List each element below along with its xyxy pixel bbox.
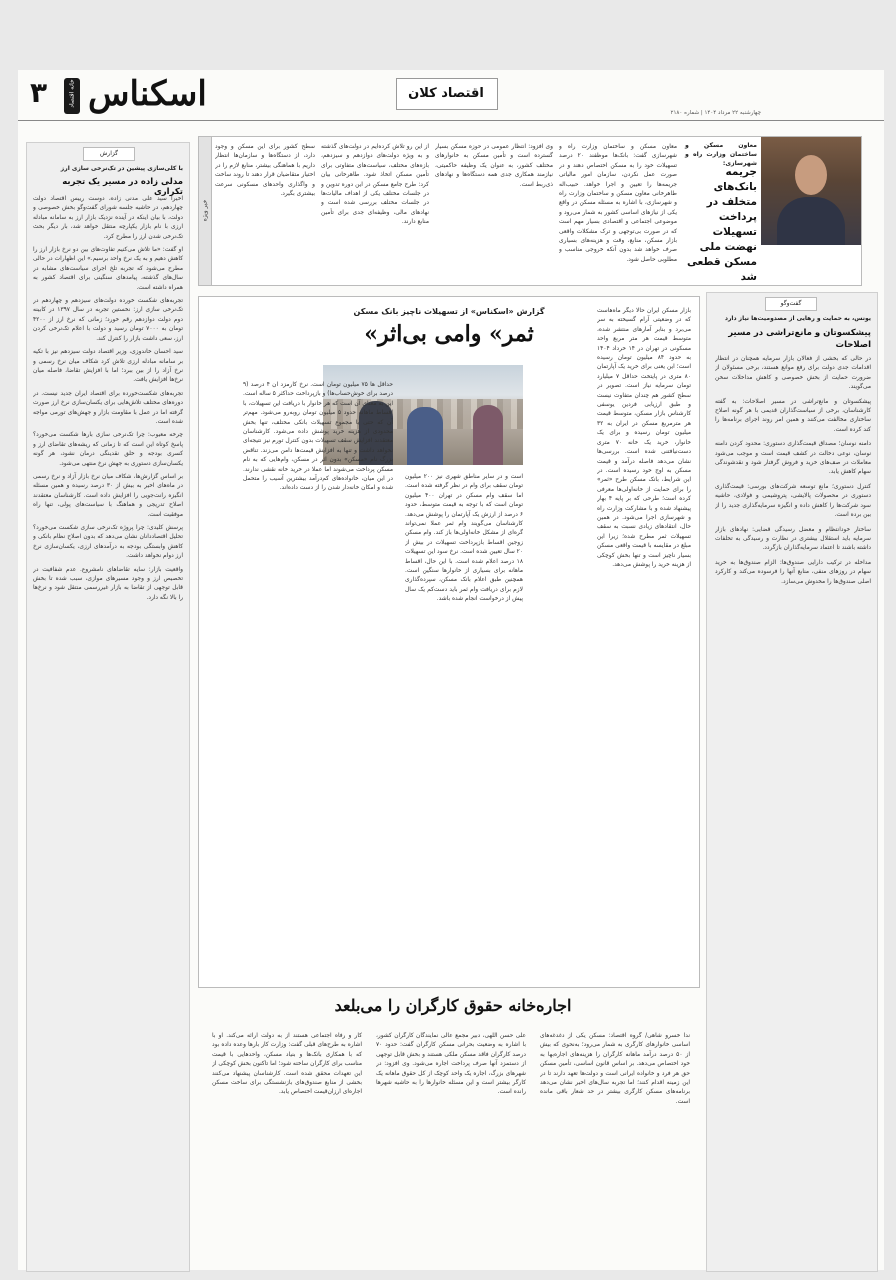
right-paragraph: مداخله در ترکیب دارایی صندوق‌ها: الزام صندوق‌ها به خرید سهام در روزهای منفی، منابع آنها را فرسوده می‌کند و کارکرد اصلی صندوق‌ها را مخدوش می‌سازد. [715,559,871,585]
right-paragraph: در حالی که بخشی از فعالان بازار سرمایه همچنان در انتظار اقدامات جدی دولت برای رفع موانع هستند، برخی مسئولان از ضرورت حمایت از بخش خصوصی و کاهش مداخلات سخن می‌گویند. [715,356,871,391]
right-column-kicker: یونس، به حمایت و رهایی از مصدومیت‌ها نیاز دارد [724,315,871,322]
bottom-col-2: علی‌ حسن اللهی، دبیر مجمع عالی نمایندگان کارگران کشور، با اشاره به وضعیت بحرانی مسکن کارگران گفت: حدود ۷۰ درصد کارگران فاقد مسکن ملکی هستند و بخش قابل توجهی از دستمزد آنها صرف پرداخت اجاره می‌شود. وی افزود: در شهرهای بزرگ، اجاره یک واحد کوچک از کل حقوق ماهانه یک کارگر بیشتر است و این مسئله خانوارها را به حاشیه شهرها رانده است. [376,1033,526,1096]
page-number: ۳ [30,76,48,109]
left-paragraph: بر اساس گزارش‌ها، شکاف میان نرخ بازار آزاد و نرخ رسمی در ماه‌های اخیر به بیش از ۳۰ درصد رسیده و همین مسئله انگیزه رانت‌جویی را افزایش داده است. کارشناسان معتقدند اصلاح تدریجی و هماهنگ با سیاست‌های پولی، تنها راه موفقیت است. [33,473,183,518]
face-shape [795,155,827,195]
suit-shape [777,197,845,245]
left-column-label: گزارش [83,147,135,161]
left-column-body [33,195,183,1265]
left-paragraph: چرخه معیوب: چرا تک‌نرخی سازی بارها شکست می‌خورد؟ پاسخ کوتاه این است که تا زمانی که ریشه‌های تقاضای ارز و کسری بودجه و خلق نقدینگی درمان نشود، هر گونه یکسان‌سازی دستوری به جهش نرخ منتهی می‌شود. [33,432,183,467]
section-title: اقتصاد کلان [408,86,484,101]
right-paragraph: ساختار خودانتظام و معضل رسیدگی قضایی: نهادهای بازار سرمایه باید استقلال بیشتری در نظارت و رسیدگی به تخلفات داشته باشند تا اعتماد سرمایه‌گذاران بازگردد. [715,526,871,552]
logo: اسکناس [88,74,207,114]
left-column-panel [26,142,190,1272]
bottom-col-3: کار و رفاه اجتماعی هستند از به دولت ارائه می‌کند. او با اشاره به طرح‌های قبلی گفت: وزارت کار بارها وعده داده بود که با همکاری بانک‌ها و بنیاد مسکن، واحدهایی با قیمت مناسب برای کارگران ساخته شود؛ اما تاکنون بخش کوچکی از این تعهدات محقق شده است. کارشناسان پیشنهاد می‌کنند بخشی از منابع صندوق‌های بازنشستگی برای ساخت مسکن اجاره‌ای ارزان‌قیمت اختصاص یابد. [212,1033,362,1096]
right-column-headline: پیشکسوتان و مانع‌تراشی در مسیر اصلاحات [728,328,871,350]
top-story-body-1: معاون مسکن و ساختمان وزارت راه و شهرسازی گفت: بانک‌ها موظفند ۲۰ درصد تسهیلات خود را به مسکن اختصاص دهند و در صورت عمل نکردن، سازمان امور مالیاتی جریمه‌ها را تعیین و اجرا خواهد. حبیب‌اله طاهرخانی معاون مسکن و ساختمان وزارت راه و شهرسازی، با اشاره به مسئله مسکن در واقع یکی از نیازهای اساسی کشور به شمار می‌رود و موضوعی اجتماعی و اقتصادی بسیار مهم است که در صورت بی‌توجهی و ترک مشکلات واقعی بازار مسکن، منابع، وقت و هزینه‌های بسیاری صرف خواهد شد بدون آنکه خروجی مناسب و مطلوبی حاصل شود. [559,144,677,263]
left-paragraph: اخیرا سید علی مدنی زاده، دوست رییس اقتصاد دولت چهاردهم، در حاشیه جلسه شورای گفت‌وگو بخش خصوصی و دولت، با بیان اینکه در آینده نزدیک بازار ارز به سامانه مبادله ارزی با نام بازار یکپارچه منتقل خواهد شد، بار دیگر بحث تک‌نرخی شدن ارز را مطرح کرد. [33,196,183,240]
feature-col-1: بازار مسکن ایران حالا دیگر ماه‌هاست که در وضعیتی آرام گسیخته به سر می‌برد و بنابر آمارهای منتشر شده، متوسط قیمت هر متر مربع واحد مسکونی در تهران در ۱۴ خرداد ۱۴۰۴ به حدود ۸۴ میلیون تومان رسیده است؛ این یعنی برای خرید یک آپارتمان ۸۰ متری در پایتخت حداقل ۷ میلیارد تومان سرمایه نیاز است. تصویر در سطح کشور هم چندان متفاوت نیست و طبق ارزیابی فردین یوسفی کارشناس بازار مسکن، متوسط قیمت هر مترمربع مسکن در ایران به ۳۲ میلیون تومان رسیده و برای یک خانوار، خرید یک خانه ۷۰ متری دست‌نیافتنی شده است. بررسی‌ها نشان می‌دهد فاصله درآمد و قیمت مسکن به اوج خود رسیده است. در این شرایط، بانک مسکن طرح «ثمر» را برای حمایت از خانه‌اولی‌ها معرفی کرده است؛ طرحی که بر پایه ۴ بهار پیشنهاد شده و با مشارکت وزارت راه و شهرسازی اجرا می‌شود. در همین حال، انتقادهای زیادی نسبت به سقف تسهیلات ثمر مطرح شده؛ زیرا این مبلغ در مقایسه با قیمت واقعی مسکن بسیار ناچیز است و تنها بخش کوچکی از هزینه خرید را پوشش می‌دهد. [597,308,691,568]
bottom-headline: اجاره‌خانه حقوق کارگران را می‌بلعد [334,996,572,1015]
left-paragraph: پرسش کلیدی: چرا پروژه تک‌نرخی سازی شکست می‌خورد؟ تحلیل اقتصاددانان نشان می‌دهد که بدون اصلاح نظام بانکی و کاهش وابستگی بودجه به درآمدهای ارزی، یکسان‌سازی نرخ ارز دوام نخواهد داشت. [33,525,183,560]
right-paragraph: دامنه نوسان؛ مصداق قیمت‌گذاری دستوری: محدود کردن دامنه نوسان، نوعی دخالت در کشف قیمت است و موجب می‌شود معاملات در صف‌های خرید و فروش گرفتار شود و نقدشوندگی سهام کاهش یابد. [715,441,871,476]
top-story-body-3: از این رو تلاش کرده‌ایم در دولت‌های گذشته و به ویژه دولت‌های دوازدهم و سیزدهم، بازه‌های مختلف، سیاست‌های متفاوتی برای تأمین مسکن اتخاذ شود. طاهرخانی بیان کرد: طرح جامع مسکن در این دوره تدوین و در جلسات مختلف یکی از اهداف مالیات‌ها در جلسات مختلف بررسی شده است و نهادهای مالی، وظیفه‌ای جدی برای تأمین منابع دارند. [321,144,429,226]
left-paragraph: واقعیت بازار: سایه تقاضاهای نامشروع. عدم شفافیت در تخصیص ارز و وجود مسیرهای موازی، سبب شده تا بخش قابل توجهی از تقاضا به بازار غیررسمی منتقل شود و نرخ‌ها را بالا نگه دارد. [33,566,183,601]
left-paragraph: سید احسان خاندوزی، وزیر اقتصاد دولت سیزدهم نیز با تکیه بر سامانه مبادله ارزی تلاش کرد شکاف میان نرخ رسمی و نرخ آزاد را از بین ببرد؛ اما با افزایش تقاضا، فاصله میان نرخ‌ها افزایش یافت. [33,349,183,384]
left-paragraph: او گفت: «ما تلاش می‌کنیم تفاوت‌های بین دو نرخ بازار ارز را کاهش دهیم و به یک نرخ واحد برسیم.» این اظهارات در حالی مطرح می‌شود که تجربه تلخ اجرای سیاست‌های مشابه در سال‌های گذشته، پیامدهای سنگینی برای اقتصاد کشور به همراه داشته است. [33,247,183,291]
newspaper-page [18,70,884,1270]
side-label: خبر ویژه [201,199,209,222]
left-column-kicker: با کلی‌سازی پیشین در تک‌نرخی سازی ارز [60,165,183,172]
left-paragraph: تجربه‌های شکست خورده دولت‌های سیزدهم و چهاردهم در تک‌نرخی سازی ارز: نخستین تجربه در سال ۱۳۹۷ در کابینه دوم دولت دوازدهم رقم خورد؛ زمانی که نرخ ارز از ۴۲۰۰ تومان به ۷۰۰۰ تومان رسید و دولت با اعلام تک‌نرخی کردن ارز، سعی داشت بازار را کنترل کند. [33,298,183,342]
right-column-body [715,355,871,1265]
dateline: چهارشنبه ۲۲ مرداد ۱۴۰۴ | شماره ۲۱۸۰ [670,110,761,116]
bottom-col-1: ندا خسرو شاهی/ گروه اقتصاد: مسکن یکی از دغدغه‌های اساسی خانوارهای کارگری به شمار می‌رود؛ به‌نحوی که بیش از ۵۰ درصد درآمد ماهانه کارگران را هزینه‌های اجاره‌بها به خود اختصاص می‌دهد. بر اساس قانون اساسی، تأمین مسکن حق هر فرد و خانواده ایرانی است و دولت‌ها تعهد دارند تا در این زمینه اقدام کنند؛ اما تجربه سال‌های اخیر نشان می‌دهد برنامه‌های مسکن کارگری بیشتر در حد شعار باقی مانده است. [540,1033,690,1105]
top-story-body-2: وی افزود: انتظار عمومی در حوزه مسکن بسیار گسترده است و تأمین مسکن به خانوارهای مختلف کشور، به عنوان یک وظیفه حاکمیتی، نیازمند همکاری جدی همه دستگاه‌ها و نهادهای ذی‌ربط است. [435,144,553,188]
top-story-headline: جریمه بانک‌های متخلف در پرداخت تسهیلات نهضت ملی مسکن قطعی شد [686,166,757,283]
photo-person-center [407,407,443,465]
logo-subtitle: خانه اقتصاد [68,79,76,108]
feature-headline: «ثمر» وامی بی‌اثر [364,321,534,347]
left-column-headline: مدلی زاده در مسیر یک تجربه تکراری [62,177,183,197]
top-story [198,136,862,286]
right-column-panel [706,292,878,1272]
photo-person-right [473,405,503,465]
feature-kicker: گزارش «اسکناس» از تسهیلات ناچیز بانک مسکن [353,307,545,316]
feature-story [198,296,700,988]
top-story-body-4: سطح کشور برای این مسکن و وجود دارد، از دستگاه‌ها و سازمان‌ها انتظار داریم با هماهنگی بیشتر، منابع لازم را در اختیار متقاضیان قرار دهند تا روند ساخت و واگذاری واحدهای مسکونی سرعت بیشتری بگیرد. [215,144,315,198]
right-paragraph: کنترل دستوری؛ مانع توسعه شرکت‌های بورسی: قیمت‌گذاری دستوری در محصولات پالایشی، پتروشیمی و فولادی، حاشیه سود شرکت‌ها را کاهش داده و انگیزه سرمایه‌گذاری جدید را از بین برده است. [715,483,871,519]
masthead [18,70,884,121]
bottom-story [198,988,698,1268]
right-paragraph: پیشکسوتان و مانع‌تراشی در مسیر اصلاحات: به گفته کارشناسان، برخی از سیاست‌گذاران قدیمی با هر گونه اصلاح ساختاری مخالفت می‌کنند و همین امر روند اجرای برنامه‌ها را کند کرده است. [715,398,871,433]
left-paragraph: تجربه‌های شکست‌خورده برای اقتصاد ایران جدید نیست. در دوره‌های مختلف تلاش‌هایی برای یکسان‌سازی نرخ ارز صورت گرفته اما در عمل با مقاومت بازار و جهش‌های تورمی مواجه شده است. [33,390,183,425]
feature-col-3: حداقل ها ۷۵ میلیون تومان است. نرخ کارمزد آن ۴ درصد (۹ درصد برای خوش‌حساب‌ها) و بازپرداخت حداکثر ۵ ساله است. این به معنای آن است که هر خانوار با دریافت این تسهیلات، با اقساط ماهانه حدود ۵ میلیون تومان روبه‌رو می‌شود. مهم‌تر آن که حتی با مجموع تسهیلات بانکی مختلف، تنها بخش محدودی از هزینه خرید پوشش داده می‌شود. کارشناسان معتقدند افزایش سقف تسهیلات بدون کنترل تورم نیز نتیجه‌ای نخواهد داشت و تنها به افزایش قیمت‌ها دامن می‌زند. تناقض بزرگ نام «مسکن» بدون اثر در مسکن، وام‌هایی که به نام مسکن پرداخت می‌شوند اما عملا در خرید خانه نقشی ندارند. در این میان، خانواده‌های کم‌درآمد بیشترین آسیب را متحمل شده و امکان خانه‌دار شدن را از دست داده‌اند. [243,382,393,492]
feature-col-2: است و در سایر مناطق شهری نیز ۲۰۰ میلیون تومان سقف برای وام در نظر گرفته شده است. اما سقف وام مسکن در تهران ۴۰۰ میلیون تومان است که با توجه به قیمت متوسط، حدود ۶ درصد از ارزش یک آپارتمان را پوشش می‌دهد. کارشناسان می‌گویند وام ثمر عملا نمی‌تواند گره‌ای از مشکل خانه‌اولی‌ها باز کند. وام مسکن زوجین اقساط بازپرداخت تسهیلات در بیش از ۲۰ سال تعیین شده است. نرخ سود این تسهیلات ۱۸ درصد اعلام شده است. با این حال، اقساط ماهانه برای بسیاری از خانوارها سنگین است. همچنین طبق اعلام بانک مسکن، سپرده‌گذاری لازم برای دریافت وام ثمر باید دست‌کم یک سال پیش از درخواست انجام شده باشد. [405,474,523,603]
reporter-photo [761,137,861,245]
right-column-label: گفت‌وگو [765,297,817,311]
top-story-kicker: معاون مسکن و ساختمان وزارت راه و شهرسازی: [685,142,757,167]
